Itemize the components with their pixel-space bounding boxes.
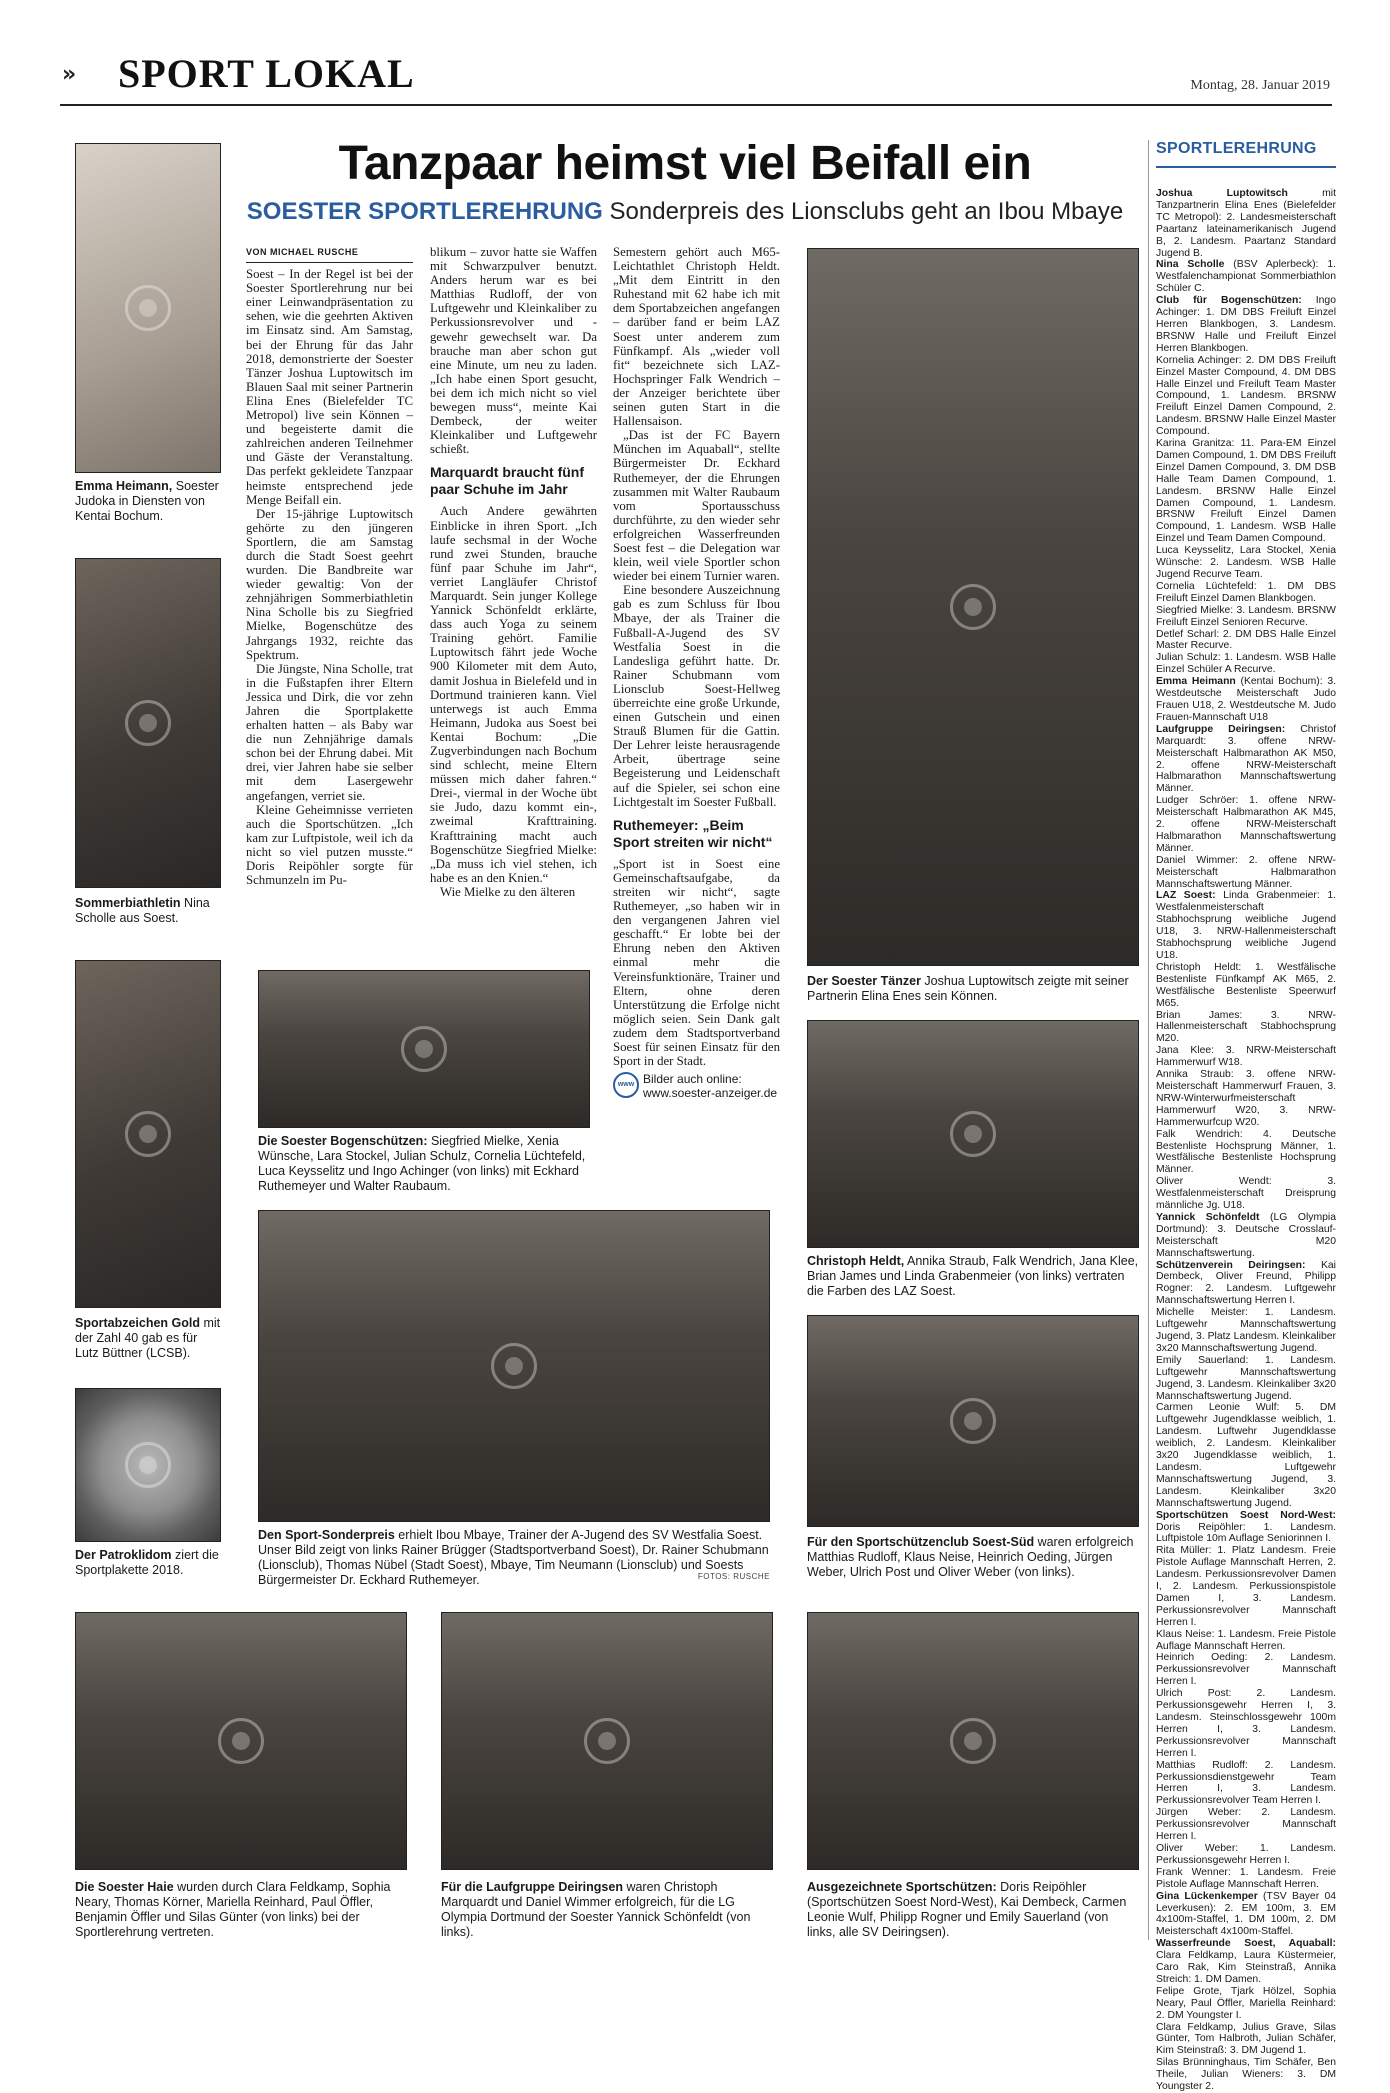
sidebar-entry-text: Siegfried Mielke: 3. Landesm. BRSNW Freiluft Einzel Senioren Recurve. (1156, 604, 1336, 628)
caption-sportplakette: Der Patroklidom ziert die Sportplakette 2018. (75, 1548, 219, 1577)
camera-icon (950, 1718, 996, 1764)
sidebar-entry (1156, 1260, 1336, 1308)
sidebar-entry-text: Heinrich Oeding: 2. Landesm. Perkussionsrevolver Mannschaft Herren I. (1156, 1652, 1336, 1688)
sidebar-entry (1156, 438, 1336, 545)
photo-laz-soest (807, 1020, 1139, 1248)
sidebar-entry-name: Nina Scholle (1156, 259, 1225, 271)
photo-laufgruppe (441, 1612, 773, 1870)
sidebar-entry-text: Linda Grabenmeier: 1. Westfalenmeisterschaft Stabhochsprung weibliche Jugend U18, 3. NRW-Hallenmeisterschaft Stabhochsprung weibliche Jugend U18. (1156, 890, 1336, 961)
photo-tanzpaar (807, 248, 1139, 966)
sidebar-entry (1156, 545, 1336, 581)
caption-laz-soest: Christoph Heldt, Annika Straub, Falk Wendrich, Jana Klee, Brian James und Linda Grabenmeier (von links) vertraten die Farben des LAZ Soest. (807, 1254, 1139, 1298)
sidebar-entry-text: Julian Schulz: 1. Landesm. WSB Halle Einzel Schüler A Recurve. (1156, 652, 1336, 676)
caption-soester-haie: Die Soester Haie wurden durch Clara Feldkamp, Sophia Neary, Thomas Körner, Mariella Reinhard, Paul Öffler, Benjamin Öffler und Silas Günter (von links) bei der Sportlerehrung vertreten. (75, 1880, 391, 1939)
sidebar-entry (1156, 1938, 1336, 1986)
sidebar-entry (1156, 1652, 1336, 1688)
caption-sportschuetzen: Ausgezeichnete Sportschützen: Doris Reipöhler (Sportschützen Soest Nord-West), Kai Dembeck, Carmen Leonie Wulf, Philipp Rogner und Emily Sauerland (von links, alle SV Deiringsen). (807, 1880, 1127, 1939)
camera-icon (950, 1398, 996, 1444)
article-paragraph: „Das ist der FC Bayern München im Aquaball“, stellte Bürgermeister Dr. Eckhard Ruthemeyer, der die Ehrungen zusammen mit Walter Raubaum vom Sportausschuss durchführte, zu den wieder sehr erfolgreichen Wasserfreunden Soest fest – die Delegation war klein, weil viele Sportler schon wieder bei einem Turnier waren. (613, 428, 780, 584)
sidebar-entry-text: Christof Marquardt: 3. offene NRW-Meisterschaft Halbmarathon AK M50, 2. offene NRW-Meisterschaft Halbmarathon Mannschaftswertung Männer. (1156, 723, 1336, 795)
camera-icon (491, 1343, 537, 1389)
sidebar-entry-text: Falk Wendrich: 4. Deutsche Bestenliste Hochsprung Männer, 1. Westfälische Bestenliste Hochsprung Männer. (1156, 1128, 1336, 1176)
sidebar-entry-text: (Kentai Bochum): 3. Westdeutsche Meisterschaft Judo Frauen U18, 2. Westdeutsche M. Judo Frauen-Mannschaft U18 (1156, 676, 1336, 723)
article-subheading: Ruthemeyer: „Beim Sport streiten wir nicht“ (613, 816, 773, 850)
caption-sonderpreis: Den Sport-Sonderpreis erhielt Ibou Mbaye, Trainer der A-Jugend des SV Westfalia Soest. Unser Bild zeigt von links Rainer Brügger (Stadtsportverband Soest), Dr. Rainer Schubmann (Lionsclub), Thomas Nübel (Stadt Soest), Mbaye, Tim Neumann (Lionsclub) und Soests Bürgermeister Dr. Eckhard Ruthemeyer. (258, 1528, 769, 1587)
sidebar-entry (1156, 1807, 1336, 1843)
sidebar-entry (1156, 1843, 1336, 1867)
camera-icon (401, 1026, 447, 1072)
photo-sonderpreis (258, 1210, 770, 1522)
sidebar-entry-name: Yannick Schönfeldt (1156, 1211, 1260, 1223)
sidebar-entry (1156, 605, 1336, 629)
sidebar-entry-text: Klaus Neise: 1. Landesm. Freie Pistole Auflage Mannschaft Herren. (1156, 1628, 1336, 1652)
camera-icon (950, 1111, 996, 1157)
sidebar-entry (1156, 1355, 1336, 1403)
camera-icon (218, 1718, 264, 1764)
sidebar-entry-name: Club für Bogenschützen: (1156, 295, 1302, 307)
article-kicker: SOESTER SPORTLEREHRUNG (246, 198, 603, 225)
sidebar-entry (1156, 581, 1336, 605)
sidebar-entry-text: Oliver Wendt: 3. Westfalenmeisterschaft Dreisprung männliche Jg. U18. (1156, 1176, 1336, 1212)
article-paragraph: Auch Andere gewährten Einblicke in ihren Sport. „Ich laufe sechsmal in der Woche rund zwei Stunden, brauche fünf paar Schuhe im Jahr“, verriet Langläufer Christof Marquardt. Sein junger Kollege Yannick Schönfeldt erklärte, dass auch Yoga zu seinem Training gehört. Familie Luptowitsch fährt jede Woche 900 Kilometer mit dem Auto, damit Joshua in Bielefeld und in Dortmund trainieren kann. Viel unterwegs ist auch Emma Heimann, Judoka aus Soest bei Kentai Bochum: „Die Zugverbindungen nach Bochum sind schlecht, meine Eltern müssen mich daher fahren.“ Drei-, viermal in der Woche übt sie Judo, dazu kommt ein-, zweimal Krafttraining. Krafttraining macht auch Bogenschütze Siegfried Mielke: „Da muss ich viel stehen, ich habe es an den Knien.“ (430, 504, 597, 885)
sidebar-entry-text: Cornelia Lüchtefeld: 1. DM DBS Freiluft Einzel Damen Blankbogen. (1156, 580, 1336, 604)
camera-icon (125, 700, 171, 746)
sidebar-entry-name: Sportschützen Soest Nord-West: (1156, 1509, 1336, 1521)
sidebar-entry-text: Rita Müller: 1. Platz Landesm. Freie Pistole Auflage Mannschaft Herren, 2. Landesm. Perkussionsrevolver Damen I, 2. Landesm. Perkussionspistole Damen I, 3. Landesm. Perkussionsrevolver Mannschaft Herren I. (1156, 1545, 1336, 1628)
sidebar-entry-name: Laufgruppe Deiringsen: (1156, 723, 1286, 735)
sidebar-entry-text: Kai Dembeck, Oliver Freund, Philipp Rogner: 2. Landesm. Luftgewehr Mannschaftswertung Herren I. (1156, 1259, 1336, 1307)
issue-date: Montag, 28. Januar 2019 (1190, 78, 1330, 93)
sidebar-entry-text: (BSV Aplerbeck): 1. Westfalenchampionat Sommerbiathlon Schüler C. (1156, 259, 1337, 295)
article-subhead-text: Sonderpreis des Lionsclubs geht an Ibou Mbaye (609, 198, 1124, 225)
sidebar-entry-text: (LG Olympia Dortmund): 3. Deutsche Crosslauf-Meisterschaft M20 Mannschaftswertung. (1156, 1211, 1336, 1259)
sidebar-rule (1156, 166, 1336, 168)
article-column-2 (430, 245, 597, 899)
sidebar-entry-name: LAZ Soest: (1156, 890, 1216, 902)
article-paragraph: Kleine Geheimnisse verrieten auch die Sportschützen. „Ich kam zur Luftpistole, weil ich da nicht so viel putzen musste.“ Doris Reipöhler sorgte für Schmunzeln im Pu- (246, 802, 413, 888)
article-paragraph: Die Jüngste, Nina Scholle, trat in die Fußstapfen ihrer Eltern Jessica und Dirk, die vor zehn Jahren die Sportplakette erhalten hatten – als Baby war die nun Zehnjährige damals schon bei der Ehrung dabei. Mit drei, vier Jahren habe sie selber mit dem Lasergewehr angefangen, verriet sie. (246, 661, 413, 803)
online-hint (613, 1072, 780, 1100)
photo-soest-sued (807, 1315, 1139, 1527)
camera-icon (125, 285, 171, 331)
sidebar-entry-text: Frank Wenner: 1. Landesm. Freie Pistole Auflage Mannschaft Herren. (1156, 1866, 1336, 1890)
sidebar-entry-text: Jana Klee: 3. NRW-Meisterschaft Hammerwurf W18. (1156, 1045, 1336, 1069)
article-paragraph: blikum – zuvor hatte sie Waffen mit Schwarzpulver benutzt. Anders herum war es bei Matthias Rudloff, der von Luftgewehr und Kleinkaliber zu Perkussionsrevolver und -gewehr gewechselt war. Da brauche man aber schon gut eine Minute, um neu zu laden. „Ich habe einen Sport gesucht, bei dem ich mich nicht so viel bewegen muss“, meinte Kai Dembeck, der weiter Kleinkaliber und Luftgewehr schießt. (430, 245, 597, 457)
sidebar-entry-text: Daniel Wimmer: 2. offene NRW-Meisterschaft Halbmarathon Mannschaftswertung Männer. (1156, 854, 1336, 890)
sidebar-entry-text: Annika Straub: 3. offene NRW-Meisterschaft Hammerwurf Frauen, 3. NRW-Winterwurfmeisterschaft Hammerwurf W20, 3. NRW-Hammerwurfcup W20. (1156, 1069, 1336, 1128)
sidebar-entry (1156, 962, 1336, 1010)
sidebar-entry-name: Emma Heimann (1156, 676, 1236, 688)
online-link[interactable]: www.soester-anzeiger.de (643, 1086, 778, 1101)
article-paragraph: „Sport ist in Soest eine Gemeinschaftsaufgabe, da streiten wir nicht“, sagte Ruthemeyer, „so haben wir in den vergangenen Jahren viel geschafft.“ Er lobte bei der Ehrung neben den Aktiven einmal mehr die Vereinsfunktionäre, Trainer und Eltern, ohne deren Unterstützung die Erfolge nicht möglich seien. Sein Dank galt zudem dem Stadtsportverband Soest für seinen Einsatz für den Sport in der Stadt. (613, 856, 780, 1069)
camera-icon (584, 1718, 630, 1764)
sidebar-entry-text: Christoph Heldt: 1. Westfälische Bestenliste Fünfkampf AK M65, 2. Westfälische Bestenliste Speerwurf M65. (1156, 961, 1336, 1009)
sidebar-entry (1156, 1212, 1336, 1260)
photo-lutz-buettner (75, 960, 221, 1308)
sidebar-entry-text: Jürgen Weber: 2. Landesm. Perkussionsrevolver Mannschaft Herren I. (1156, 1807, 1336, 1843)
sidebar-entry-name: Joshua Luptowitsch (1156, 188, 1288, 199)
globe-icon: www (613, 1072, 639, 1098)
camera-icon (125, 1111, 171, 1157)
article-subhead (245, 198, 1125, 226)
sidebar-entry (1156, 890, 1336, 961)
sidebar-entry (1156, 795, 1336, 855)
sidebar-entry-name: Gina Lückenkemper (1156, 1890, 1258, 1902)
sidebar-entry (1156, 1510, 1336, 1546)
sidebar-entry-text: Doris Reipöhler: 1. Landesm. Luftpistole 10m Auflage Seniorinnen I. (1156, 1521, 1336, 1545)
photo-bogenschuetzen (258, 970, 590, 1128)
sidebar-entry (1156, 724, 1336, 795)
caption-bogenschuetzen: Die Soester Bogenschützen: Siegfried Mielke, Xenia Wünsche, Lara Stockel, Julian Schulz, Cornelia Lüchtefeld, Luca Keysselitz und Ingo Achinger (von links) mit Eckhard Ruthemeyer und Walter Raubaum. (258, 1134, 586, 1193)
sidebar-title: SPORTLEREHRUNG (1156, 140, 1317, 157)
sidebar-results (1156, 188, 1336, 2093)
sidebar-entry-text: Detlef Scharl: 2. DM DBS Halle Einzel Master Recurve. (1156, 628, 1336, 652)
article-paragraph: Eine besondere Auszeichnung gab es zum Schluss für Ibou Mbaye, der als Trainer die Fußball-A-Jugend des SV Westfalia Soest in die Landesliga geführt hatte. Dr. Rainer Schubmann vom Lionsclub Soest-Hellweg überreichte eine große Urkunde, einen Gutschein und einen Strauß Blumen für die Gattin. Der Lehrer leiste herausragende Arbeit, übertrage seine Begeisterung und Leidenschaft auf die Spieler, sei schon eine Lichtgestalt im Soester Fußball. (613, 583, 780, 809)
sidebar-entry-text: Michelle Meister: 1. Landesm. Luftgewehr Mannschaftswertung Jugend, 3. Platz Landesm. Kleinkaliber 3x20 Mannschaftswertung Jugend. (1156, 1307, 1336, 1354)
byline: VON MICHAEL RUSCHE (246, 245, 413, 263)
sidebar-entry (1156, 1069, 1336, 1129)
sidebar-entry (1156, 295, 1336, 355)
article-column-1 (246, 245, 413, 887)
sidebar-entry (1156, 1045, 1336, 1069)
article-paragraph: Semestern gehört auch M65-Leichtathlet Christoph Heldt. „Mit dem Eintritt in den Ruhestand mit 62 habe ich mit dem Sportabzeichen angefangen – darüber fand er beim LAZ Soest unter anderem zum Fünfkampf. Als „wieder voll fit“ bezeichnete sich LAZ-Hochspringer Falk Wendrich – der Anzeiger berichtete über seinen guten Start in die Hallensaison. (613, 245, 780, 429)
sidebar-entry (1156, 1629, 1336, 1653)
caption-emma-heimann: Emma Heimann, Soester Judoka in Diensten von Kentai Bochum. (75, 479, 219, 523)
sidebar-divider (1148, 140, 1149, 1940)
sidebar-entry (1156, 1760, 1336, 1808)
sidebar-entry (1156, 1129, 1336, 1177)
sidebar-entry-text: (TSV Bayer 04 Leverkusen): 2. EM 100m, 3. EM 4x100m-Staffel, 1. DM 100m, 2. DM Meisterschaft 4x100m-Staffel. (1156, 1890, 1337, 1938)
sidebar-entry-text: Ingo Achinger: 1. DM DBS Freiluft Einzel Herren Blankbogen, 3. Landesm. BRSNW Halle und Freiluft Einzel Herren Blankbogen. (1156, 295, 1336, 354)
section-title: SPORT LOKAL (118, 51, 415, 96)
sidebar-entry (1156, 355, 1336, 438)
sidebar-entry-text: Matthias Rudloff: 2. Landesm. Perkussionsdienstgewehr Team Herren I, 3. Landesm. Perkussionsrevolver Team Herren I. (1156, 1759, 1336, 1807)
sidebar-entry (1156, 2057, 1336, 2093)
sidebar-entry (1156, 1307, 1336, 1355)
photo-credit: FOTOS: RUSCHE (697, 1572, 770, 1581)
sidebar-entry (1156, 1545, 1336, 1628)
photo-soester-haie (75, 1612, 407, 1870)
sidebar-entry-text: Silas Brünninghaus, Tim Schäfer, Ben Theile, Julian Wieners: 3. DM Youngster 2. (1156, 2057, 1336, 2093)
caption-laufgruppe: Für die Laufgruppe Deiringsen waren Christoph Marquardt und Daniel Wimmer erfolgreich, für die LG Olympia Dortmund der Soester Yannick Schönfeldt (von links). (441, 1880, 751, 1939)
photo-sportschuetzen (807, 1612, 1139, 1870)
sidebar-entry (1156, 652, 1336, 676)
sidebar-entry-name: Schützenverein Deiringsen: (1156, 1259, 1306, 1271)
sidebar-entry (1156, 855, 1336, 891)
sidebar-entry-text: Emily Sauerland: 1. Landesm. Luftgewehr Mannschaftswertung Jugend, 3. Landesm. Kleinkaliber 3x20 Mannschaftswertung Jugend. (1156, 1354, 1336, 1402)
camera-icon (125, 1442, 171, 1488)
sidebar-entry (1156, 676, 1336, 724)
sidebar-entry-text: Felipe Grote, Tjark Hölzel, Sophia Neary, Paul Öffler, Mariella Reinhard: 2. DM Youngster I. (1156, 1985, 1336, 2021)
sidebar-entry (1156, 1891, 1336, 1939)
sidebar-entry (1156, 2022, 1336, 2058)
sidebar-entry (1156, 1176, 1336, 1212)
sidebar-entry (1156, 1986, 1336, 2022)
sidebar-entry (1156, 1867, 1336, 1891)
sidebar-entry-text: Ludger Schröer: 1. offene NRW-Meisterschaft Halbmarathon AK M45, 2. offene NRW-Meisterschaft Halbmarathon Mannschaftswertung Männer. (1156, 795, 1336, 854)
section-marker: » (62, 62, 77, 87)
sidebar-entry-text: Clara Feldkamp, Laura Küstermeier, Caro Rak, Kim Steinstraß, Annika Streich: 1. DM Damen. (1156, 1950, 1336, 1985)
sidebar-entry-text: mit Tanzpartnerin Elina Enes (Bielefelder TC Metropol): 2. Landesmeisterschaft Paartanz lateinamerikanisch Jugend B, 2. Landesm. Paartanz Standard Jugend B. (1156, 188, 1336, 259)
sidebar-entry-text: Luca Keysselitz, Lara Stockel, Xenia Wünsche: 2. Landesm. WSB Halle Jugend Recurve Team. (1156, 545, 1336, 580)
sidebar-entry-text: Oliver Weber: 1. Landesm. Perkussionsgewehr Herren I. (1156, 1842, 1336, 1866)
sidebar-entry-text: Brian James: 3. NRW-Hallenmeisterschaft Stabhochsprung M20. (1156, 1009, 1336, 1045)
caption-sportabzeichen: Sportabzeichen Gold mit der Zahl 40 gab es für Lutz Büttner (LCSB). (75, 1316, 221, 1360)
sidebar-entry-name: Wasserfreunde Soest, Aquaball: (1156, 1938, 1336, 1950)
sidebar-entry (1156, 1688, 1336, 1759)
header-rule (60, 104, 1332, 106)
sidebar-entry-text: Kornelia Achinger: 2. DM DBS Freiluft Einzel Master Compound, 4. DM DBS Halle Einzel und Freiluft Team Master Compound, 1. Landesm. BRSNW Freiluft Einzel Damen Compound, 2. Landesm. BRSNW Halle Einzel Master Compound. (1156, 354, 1336, 438)
sidebar-entry-text: Karina Granitza: 11. Para-EM Einzel Damen Compound, 1. DM DBS Freiluft Einzel Damen Compound, 3. DM DSB Halle Team Damen Compound, 1. Landesm. BRSNW Halle Einzel Damen Compound, 1. Landesm. BRSNW Freiluft Einzel Damen Compound, 1. Landesm. WSB Halle Einzel und Team Damen Compound. (1156, 438, 1336, 545)
caption-tanzpaar: Der Soester Tänzer Joshua Luptowitsch zeigte mit seiner Partnerin Elina Enes sein Können. (807, 974, 1129, 1003)
article-column-3 (613, 245, 780, 1100)
photo-sportplakette (75, 1388, 221, 1542)
camera-icon (950, 584, 996, 630)
caption-soest-sued: Für den Sportschützenclub Soest-Süd waren erfolgreich Matthias Rudloff, Klaus Neise, Heinrich Oeding, Jürgen Weber, Ulrich Post und Oliver Weber (von links). (807, 1535, 1134, 1579)
article-headline: Tanzpaar heimst viel Beifall ein (338, 137, 1032, 190)
article-paragraph: Wie Mielke zu den älteren (440, 884, 576, 899)
sidebar-entry (1156, 629, 1336, 653)
caption-nina-scholle: Sommerbiathletin Nina Scholle aus Soest. (75, 896, 210, 925)
sidebar-entry-text: Ulrich Post: 2. Landesm. Perkussionsgewehr Herren I, 3. Landesm. Steinschlossgewehr 100m Herren I, 3. Landesm. Perkussionsrevolver Mannschaft Herren I. (1156, 1688, 1336, 1759)
photo-emma-heimann (75, 143, 221, 473)
photo-nina-scholle (75, 558, 221, 888)
article-subheading: Marquardt braucht fünf paar Schuhe im Jahr (430, 464, 584, 498)
sidebar-entry-text: Carmen Leonie Wulf: 5. DM Luftgewehr Jugendklasse weiblich, 1. Landesm. Luftwehr Jugendklasse weiblich, 2. Landesm. Kleinkaliber 3x20 Jugendklasse weiblich, 1. Landesm. Luftgewehr Mannschaftswertung Jugend, 3. Landesm. Kleinkaliber 3x20 Mannschaftswertung Jugend. (1156, 1402, 1336, 1509)
sidebar-entry-text: Clara Feldkamp, Julius Grave, Silas Günter, Tom Halbroth, Julian Schäfer, Kim Steinstraß: 3. DM Jugend 1. (1156, 2021, 1336, 2057)
article-paragraph: Der 15-jährige Luptowitsch gehörte zu den jüngeren Sportlern, die am Samstag durch die Stadt Soest geehrt wurden. Die Bandbreite war wieder gewaltig: Von der zehnjährigen Sommerbiathletin Nina Scholle bis zu Siegfried Mielke, Bogenschütze des Jahrgangs 1932, reichte das Spektrum. (246, 506, 413, 662)
article-paragraph: Soest – In der Regel ist bei der Soester Sportlerehrung nur bei einer Leinwandpräsentation zu sehen, wie die geehrten Aktiven im Einsatz sind. Am Samstag, bei der Ehrung für das Jahr 2018, demonstrierte der Soester Tänzer Joshua Luptowitsch im Blauen Saal mit seiner Partnerin Elina Enes (Bielefelder TC Metropol) live sein Können – und begeisterte damit die zahlreichen anderen Teilnehmer und Gäste der Veranstaltung. Das perfekt gekleidete Tanzpaar heimste entsprechend jede Menge Beifall ein. (246, 267, 413, 507)
sidebar-entry (1156, 188, 1336, 259)
sidebar-entry (1156, 1010, 1336, 1046)
sidebar-entry (1156, 1402, 1336, 1509)
online-label: Bilder auch online: (643, 1072, 742, 1087)
sidebar-entry (1156, 259, 1336, 295)
